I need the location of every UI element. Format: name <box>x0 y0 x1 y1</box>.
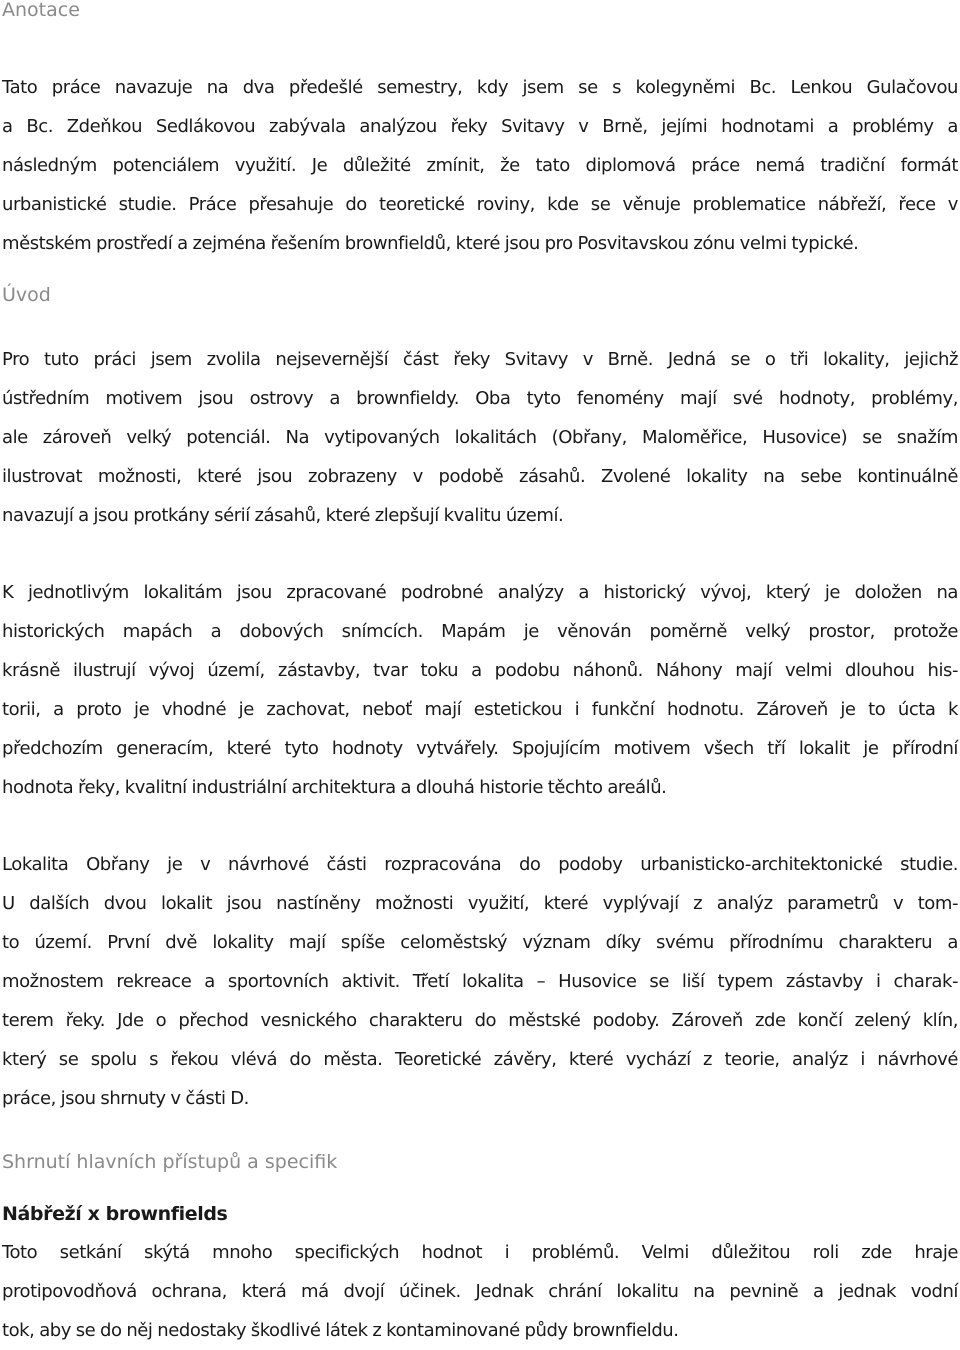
text-line: K jednotlivým lokalitám jsou zpracované podrobné analýzy a historický vývoj, který je doložen na <box>2 582 958 603</box>
section-heading-uvod: Úvod <box>2 284 51 306</box>
text-line: ilustrovat možnosti, které jsou zobrazeny v podobě zásahů. Zvolené lokality na sebe kontinuálně <box>2 466 958 487</box>
text-line: historických mapách a dobových snímcích. Mapám je věnován poměrně velký prostor, protože <box>2 621 958 642</box>
text-line: Toto setkání skýtá mnoho specifických hodnot i problémů. Velmi důležitou roli zde hraje <box>2 1242 958 1263</box>
text-line: U dalších dvou lokalit jsou nastíněny možnosti využití, které vyplývají z analýz parametrů v tom- <box>2 893 958 914</box>
text-line: ústředním motivem jsou ostrovy a brownfieldy. Oba tyto fenomény mají své hodnoty, problémy, <box>2 388 958 409</box>
text-line: hodnota řeky, kvalitní industriální architektura a dlouhá historie těchto areálů. <box>2 777 667 798</box>
text-line: tok, aby se do něj nedostaky škodlivé látek z kontaminované půdy brownfieldu. <box>2 1320 679 1341</box>
section-heading-anotace: Anotace <box>2 0 80 21</box>
text-line: krásně ilustrují vývoj území, zástavby, tvar toku a podobu náhonů. Náhony mají velmi dlouhou his- <box>2 660 958 681</box>
paragraph-uvod-3 <box>2 845 958 1118</box>
text-line: ale zároveň velký potenciál. Na vytipovaných lokalitách (Obřany, Maloměřice, Husovice) se snažím <box>2 427 958 448</box>
text-line: Lokalita Obřany je v návrhové části rozpracována do podoby urbanisticko-architektonické studie. <box>2 854 958 875</box>
paragraph-uvod-2 <box>2 573 958 807</box>
subheading-nabrezi-brownfields: Nábřeží x brownfields <box>2 1203 228 1225</box>
text-line: městském prostředí a zejména řešením brownfieldů, které jsou pro Posvitavskou zónu velmi typické. <box>2 233 859 254</box>
text-line: možnostem rekreace a sportovních aktivit. Třetí lokalita – Husovice se liší typem zástavby i charak- <box>2 971 958 992</box>
paragraph-shrnuti <box>2 1233 958 1350</box>
text-line: urbanistické studie. Práce přesahuje do teoretické roviny, kde se věnuje problematice nábřeží, řece v <box>2 194 958 215</box>
text-line: předchozím generacím, které tyto hodnoty vytvářely. Spojujícím motivem všech tří lokalit je přírodní <box>2 738 958 759</box>
text-line: torii, a proto je vhodné je zachovat, neboť mají estetickou i funkční hodnotu. Zároveň je to úcta k <box>2 699 958 720</box>
text-line: který se spolu s řekou vlévá do města. Teoretické závěry, které vychází z teorie, analýz i návrhové <box>2 1049 958 1070</box>
text-line: a Bc. Zdeňkou Sedlákovou zabývala analýzou řeky Svitavy v Brně, jejími hodnotami a problémy a <box>2 116 958 137</box>
text-line: Pro tuto práci jsem zvolila nejsevernější část řeky Svitavy v Brně. Jedná se o tři lokality, jejichž <box>2 349 958 370</box>
paragraph-anotace <box>2 68 958 263</box>
text-line: navazují a jsou protkány sérií zásahů, které zlepšují kvalitu území. <box>2 505 564 526</box>
text-line: terem řeky. Jde o přechod vesnického charakteru do městské podoby. Zároveň zde končí zelený klín, <box>2 1010 958 1031</box>
section-heading-shrnuti: Shrnutí hlavních přístupů a specifik <box>2 1151 338 1173</box>
paragraph-uvod-1 <box>2 340 958 535</box>
text-line: to území. První dvě lokality mají spíše celoměstský význam díky svému přírodnímu charakteru a <box>2 932 958 953</box>
text-line: Tato práce navazuje na dva předešlé semestry, kdy jsem se s kolegyněmi Bc. Lenkou Gulačovou <box>2 77 958 98</box>
text-line: práce, jsou shrnuty v části D. <box>2 1088 249 1109</box>
text-line: následným potenciálem využití. Je důležité zmínit, že tato diplomová práce nemá tradiční formát <box>2 155 958 176</box>
text-line: protipovodňová ochrana, která má dvojí účinek. Jednak chrání lokalitu na pevnině a jednak vodní <box>2 1281 958 1302</box>
